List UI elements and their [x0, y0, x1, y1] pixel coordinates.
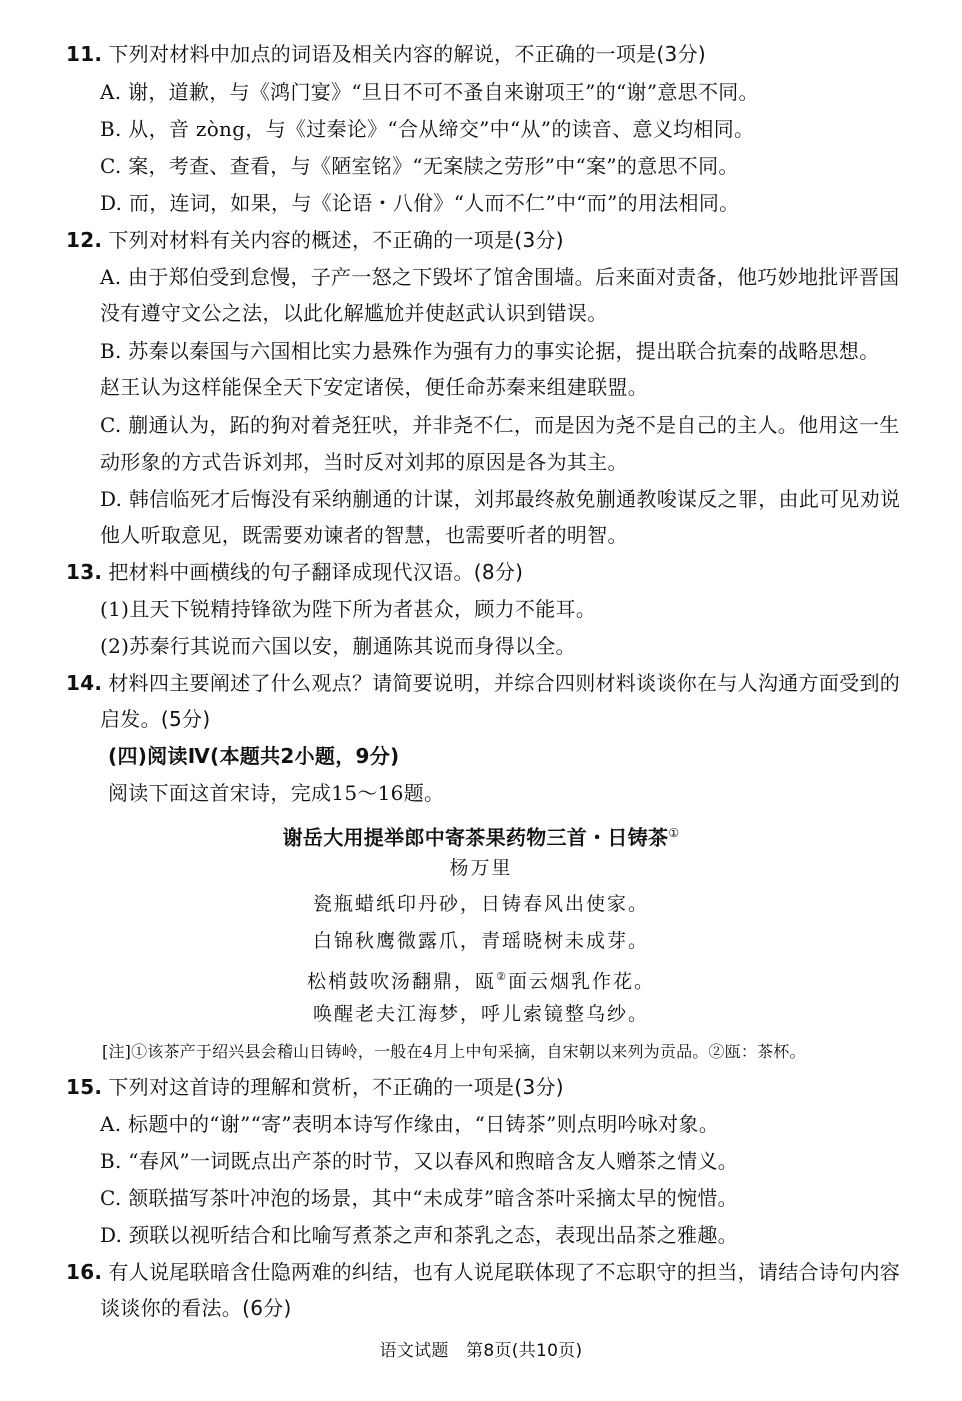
q12-option-c-line2: 动形象的方式告诉刘邦，当时反对刘邦的原因是各为其主。 — [100, 450, 628, 474]
poem-note: [注]①该茶产于绍兴县会稽山日铸岭，一般在4月上中旬采摘，自宋朝以来列为贡品。②瓯：茶杯。 — [102, 1042, 806, 1061]
q11-number: 11. — [66, 42, 103, 66]
q13-stem — [66, 557, 523, 587]
q11-option-d: D. 而，连词，如果，与《论语・八佾》“人而不仁”中“而”的用法相同。 — [100, 191, 740, 215]
q16-stem — [66, 1257, 900, 1287]
q16-number: 16. — [66, 1260, 103, 1284]
poem-line-4: 唤醒老夫江海梦，呼儿索镜整乌纱。 — [312, 1003, 649, 1025]
q12-option-d-line2: 他人听取意见，既需要劝谏者的智慧，也需要听者的明智。 — [100, 523, 628, 547]
q13-sentence-2: (2)苏秦行其说而六国以安，蒯通陈其说而身得以全。 — [100, 634, 576, 658]
poem-line-2: 白锦秋鹰微露爪，青瑶晓树未成芽。 — [312, 930, 649, 952]
q12-option-b-line2: 赵王认为这样能保全天下安定诸侯，便任命苏秦来组建联盟。 — [100, 375, 649, 399]
poem-title-text: 谢岳大用提举郎中寄茶果药物三首・日铸茶 — [282, 825, 669, 850]
q13-stem-text: 把材料中画横线的句子翻译成现代汉语。(8分) — [108, 560, 524, 584]
q13-sentence-1: (1)且天下锐精持锋欲为陛下所为者甚众，顾力不能耳。 — [100, 597, 597, 621]
q11-stem — [66, 39, 706, 69]
q15-option-a: A. 标题中的“谢”“寄”表明本诗写作缘由，“日铸茶”则点明吟咏对象。 — [100, 1112, 720, 1136]
section-4-intro: 阅读下面这首宋诗，完成15～16题。 — [108, 781, 445, 805]
q13-number: 13. — [66, 560, 103, 584]
page-footer: 语文试题 第8页(共10页) — [379, 1341, 583, 1361]
q15-stem — [66, 1072, 564, 1102]
section-4-title: (四)阅读Ⅳ(本题共2小题，9分) — [108, 744, 400, 768]
q11-option-a: A. 谢，道歉，与《鸿门宴》“旦日不可不蚤自来谢项王”的“谢”意思不同。 — [100, 80, 759, 104]
q12-option-a-line2: 没有遵守文公之法，以此化解尴尬并使赵武认识到错误。 — [100, 301, 608, 325]
q15-option-d: D. 颈联以视听结合和比喻写煮茶之声和茶乳之态，表现出品茶之雅趣。 — [100, 1223, 738, 1247]
poem-line-3-part2: 面云烟乳作花。 — [507, 970, 655, 993]
poem-line-3 — [0, 962, 962, 996]
q11-stem-text: 下列对材料中加点的词语及相关内容的解说，不正确的一项是(3分) — [108, 42, 706, 66]
poem-line-3-footnote-mark: ② — [496, 970, 508, 983]
poem-author: 杨万里 — [449, 857, 513, 879]
q15-option-b: B. “春风”一词既点出产茶的时节，又以春风和煦暗含友人赠茶之情义。 — [100, 1149, 739, 1173]
q15-stem-text: 下列对这首诗的理解和赏析，不正确的一项是(3分) — [108, 1075, 564, 1099]
q14-stem-line2: 启发。(5分) — [100, 707, 211, 731]
q14-stem-line1: 材料四主要阐述了什么观点？请简要说明，并综合四则材料谈谈你在与人沟通方面受到的 — [108, 671, 901, 695]
q12-option-c-line1: C. 蒯通认为，跖的狗对着尧狂吠，并非尧不仁，而是因为尧不是自己的主人。他用这一生 — [100, 413, 900, 437]
q16-stem-line1: 有人说尾联暗含仕隐两难的纠结，也有人说尾联体现了不忘职守的担当，请结合诗句内容 — [108, 1260, 901, 1284]
q12-number: 12. — [66, 228, 103, 252]
poem-line-3-part1: 松梢鼓吹汤翻鼎，瓯 — [307, 970, 497, 993]
q15-option-c: C. 颔联描写茶叶冲泡的场景，其中“未成芽”暗含茶叶采摘太早的惋惜。 — [100, 1186, 738, 1210]
q12-stem-text: 下列对材料有关内容的概述，不正确的一项是(3分) — [108, 228, 564, 252]
q12-option-d-line1: D. 韩信临死才后悔没有采纳蒯通的计谋，刘邦最终赦免蒯通教唆谋反之罪，由此可见劝说 — [100, 487, 901, 511]
poem-title — [0, 818, 962, 853]
poem-line-1: 瓷瓶蜡纸印丹砂，日铸春风出使家。 — [312, 893, 649, 915]
q12-option-a-line1: A. 由于郑伯受到怠慢，子产一怒之下毁坏了馆舍围墙。后来面对责备，他巧妙地批评晋国 — [100, 265, 900, 289]
q14-stem — [66, 668, 900, 698]
q12-stem — [66, 225, 564, 255]
q11-option-b: B. 从，音 zòng，与《过秦论》“合从缔交”中“从”的读音、意义均相同。 — [100, 117, 755, 141]
q15-number: 15. — [66, 1075, 103, 1099]
q11-option-c: C. 案，考查、查看，与《陋室铭》“无案牍之劳形”中“案”的意思不同。 — [100, 154, 739, 178]
q12-option-b-line1: B. 苏秦以秦国与六国相比实力悬殊作为强有力的事实论据，提出联合抗秦的战略思想。 — [100, 339, 880, 363]
q14-number: 14. — [66, 671, 103, 695]
poem-title-footnote-mark: ① — [668, 826, 680, 840]
q16-stem-line2: 谈谈你的看法。(6分) — [100, 1296, 292, 1320]
